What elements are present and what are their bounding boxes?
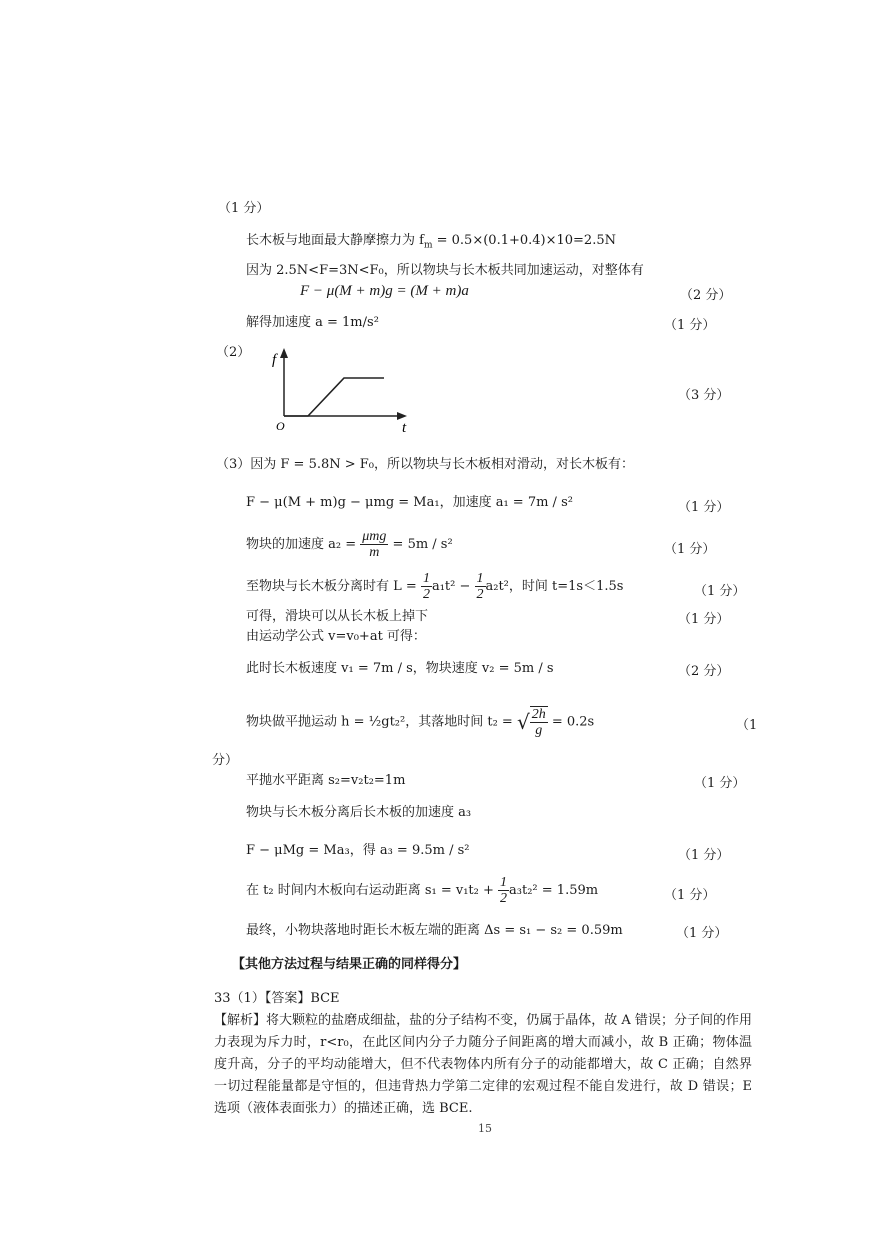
- answer-line: 33（1）【答案】BCE: [214, 991, 340, 1006]
- y-axis-arrow: [280, 348, 288, 358]
- y-axis-label: f: [272, 352, 277, 368]
- text-line: 此时长木板速度 v₁ = 7m / s，物块速度 v₂ = 5m / s: [246, 661, 554, 676]
- equation: F − μ(M + m)g = (M + m)a: [300, 283, 469, 299]
- friction-curve: [284, 378, 384, 416]
- score-note: （1 分）: [218, 201, 270, 216]
- score-label: （1: [736, 718, 758, 733]
- score-label: （2 分）: [680, 288, 732, 303]
- score-label: （3 分）: [678, 388, 730, 403]
- text-line: 最终，小物块落地时距长木板左端的距离 Δs = s₁ − s₂ = 0.59m: [246, 923, 623, 938]
- friction-time-graph: [262, 346, 422, 434]
- score-label: （1 分）: [664, 888, 716, 903]
- text-line: 因为 2.5N<F=3N<F₀，所以物块与长木板共同加速运动，对整体有: [246, 263, 644, 278]
- origin-label: O: [276, 419, 285, 433]
- text-line: 平抛水平距离 s₂=v₂t₂=1m: [246, 773, 406, 788]
- fraction-half: $\frac{1}{2}$: [422, 571, 430, 602]
- text-line: 至物块与长木板分离时有 L = $\frac{1}{2}$ a₁t² − $\frac{1}{2}$ a₂t²，时间 t=1s＜1.5s: [246, 571, 624, 602]
- text-line: F − μMg = Ma₃，得 a₃ = 9.5m / s²: [246, 843, 470, 858]
- text-line: 物块与长木板分离后长木板的加速度 a₃: [246, 805, 472, 820]
- text-line: F − μ(M + m)g − μmg = Ma₁，加速度 a₁ = 7m / s²: [246, 495, 573, 510]
- page-number: 15: [478, 1122, 492, 1135]
- sqrt-sign: √: [516, 710, 530, 734]
- text-line: 在 t₂ 时间内木板向右运动距离 s₁ = v₁t₂ + $\frac{1}{2}$ a₃t₂² = 1.59m: [246, 875, 599, 906]
- fraction-half: $\frac{1}{2}$: [500, 875, 508, 906]
- text-line: 分）: [212, 753, 239, 768]
- section-label: （2）: [216, 345, 251, 360]
- fraction: $\frac{\text{μmg}}{m}$: [362, 529, 387, 560]
- x-axis-arrow: [397, 412, 407, 420]
- score-label: （1 分）: [678, 848, 730, 863]
- text-line: 可得，滑块可以从长木板上掉下: [246, 609, 429, 624]
- text-line: 解得加速度 a = 1m/s²: [246, 315, 379, 330]
- fraction-half: $\frac{1}{2}$: [476, 571, 484, 602]
- text-line: 由运动学公式 v=v₀+at 可得：: [246, 629, 426, 644]
- text-line: 物块的加速度 a₂ = $\frac{\text{μmg}}{m}$ = 5m / s²: [246, 529, 453, 560]
- sqrt-fraction: $\frac{2h}{g}$: [531, 707, 546, 738]
- text-line: （3）因为 F = 5.8N > F₀，所以物块与长木板相对滑动，对长木板有：: [216, 457, 635, 472]
- score-label: （1 分）: [678, 500, 730, 515]
- text-line: 物块做平抛运动 h = ½gt₂²，其落地时间 t₂ = √ $\frac{2h}{g}$ = 0.2s: [246, 702, 594, 743]
- score-label: （1 分）: [694, 584, 746, 599]
- score-label: （1 分）: [664, 318, 716, 333]
- grading-note: 【其他方法过程与结果正确的同样得分】: [232, 957, 467, 972]
- explanation-paragraph: 【解析】将大颗粒的盐磨成细盐，盐的分子结构不变，仍属于晶体，故 A 错误；分子间的作用力表现为斥力时，r<r₀，在此区间内分子力随分子间距离的增大而减小，故 B 正确；物体温度升高，分子的平均动能增大，但不代表物体内所有分子的动能都增大，故 C 正确；自然界一切过程能量都是守恒的，但违背热力学第二定律的宏观过程不能自发进行，故 D 错误；E 选项（液体表面张力）的描述正确，选 BCE.: [214, 1013, 752, 1116]
- score-label: （1 分）: [678, 612, 730, 627]
- score-label: （1 分）: [694, 776, 746, 791]
- text-line: 长木板与地面最大静摩擦力为 $f_m = 0.5\times(0.1+0.4)\times 10=2.5N$: [246, 233, 616, 251]
- score-label: （1 分）: [676, 926, 728, 941]
- score-label: （2 分）: [678, 664, 730, 679]
- x-axis-label: t: [402, 420, 407, 434]
- score-label: （1 分）: [664, 542, 716, 557]
